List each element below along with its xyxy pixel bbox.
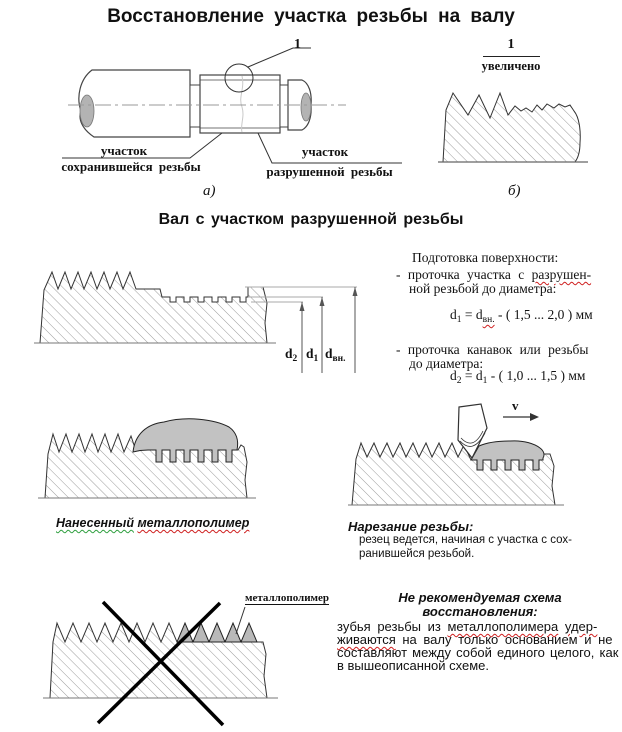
formula-d1: $d_1 = d_{вн.}$ - ( 1,5 ... 2,0 ) мм bbox=[450, 307, 593, 325]
callout-number: 1 bbox=[294, 37, 301, 52]
applied-polymer-label: Нанесенный металлополимер bbox=[56, 516, 250, 530]
cutting-body-line-1: резец ведется, начиная с участка с сох- bbox=[359, 534, 572, 546]
dimension-label-d1: $d_1$ bbox=[306, 346, 319, 364]
thread-cutting-figure bbox=[340, 398, 622, 510]
page-title: Восстановление участка резьбы на валу bbox=[107, 6, 515, 27]
not-recommended-body-line-3: составляют между собой единого целого, как bbox=[337, 645, 619, 660]
fraction-bar bbox=[483, 56, 540, 57]
misspelled-word: разрушен- bbox=[531, 267, 592, 282]
fig-a-left-label-line-1: участок bbox=[100, 143, 148, 158]
cutting-heading: Нарезание резьбы: bbox=[348, 519, 474, 534]
prepared-shaft-body bbox=[40, 272, 267, 343]
prep-item2-line1: - проточка канавок или резьбы bbox=[396, 342, 589, 357]
polymer-tooth bbox=[209, 623, 225, 642]
shaft-groove-left bbox=[190, 85, 200, 127]
not-recommended-heading-1: Не рекомендуемая схема bbox=[398, 590, 562, 605]
callout-leader-line bbox=[248, 48, 311, 67]
fraction-denominator: увеличено bbox=[481, 59, 541, 73]
polymer-tooth bbox=[241, 623, 257, 642]
shaft-left-break-section bbox=[80, 95, 94, 127]
fig-a-caption: а) bbox=[203, 183, 216, 199]
not-recommended-body-line-4: в вышеописанной схеме. bbox=[337, 658, 490, 673]
polymer-callout-label: металлополимер bbox=[245, 592, 330, 604]
dimension-label-dvn: $d_{вн.}$ bbox=[325, 346, 346, 364]
misspelled-subscript: вн. bbox=[482, 315, 495, 325]
shaft-threaded-section bbox=[200, 75, 280, 133]
fig-a-right-label-line-1: участок bbox=[301, 144, 349, 159]
formula-d2: $d_2 = d_1$ - ( 1,0 ... 1,5 ) мм bbox=[450, 368, 586, 386]
prep-item1-line1: - проточка участка с разрушен- bbox=[396, 267, 592, 282]
damaged-thread-profile bbox=[443, 93, 580, 162]
not-recommended-body-line-1: зубья резьбы из металлополимера удер- bbox=[337, 619, 598, 634]
section-title: Вал с участком разрушенной резьбы bbox=[158, 211, 464, 228]
shaft-groove-right bbox=[280, 85, 288, 127]
not-recommended-heading-2: восстановления: bbox=[422, 604, 538, 619]
velocity-label: v bbox=[512, 398, 519, 413]
not-recommended-figure bbox=[30, 590, 340, 732]
fig-b-caption: б) bbox=[508, 183, 521, 199]
fig-a-right-label-line-2: разрушенной резьбы bbox=[266, 164, 393, 179]
prep-item1-line2: ной резьбой до диаметра: bbox=[409, 281, 557, 296]
cutting-body-line-2: ранившейся резьбой. bbox=[359, 548, 475, 560]
shaft-right-break-section bbox=[301, 93, 311, 121]
surface-prep-heading: Подготовка поверхности: bbox=[412, 250, 559, 265]
not-recommended-body-line-2: живаются на валу только основанием и не bbox=[337, 632, 613, 647]
dimension-label-d2: $d_2$ bbox=[285, 346, 298, 364]
shaft-left-cylinder bbox=[79, 70, 190, 137]
polymer-label-leader bbox=[236, 607, 245, 634]
applied-polymer-figure bbox=[30, 410, 320, 510]
enlarged-thread-profile-figure bbox=[420, 85, 620, 170]
prep-item2-line2: до диаметра: bbox=[409, 356, 484, 371]
fig-a-left-label-line-2: сохранившейся резьбы bbox=[61, 159, 201, 174]
polymer-blob bbox=[471, 441, 544, 470]
fraction-numerator: 1 bbox=[507, 37, 515, 52]
